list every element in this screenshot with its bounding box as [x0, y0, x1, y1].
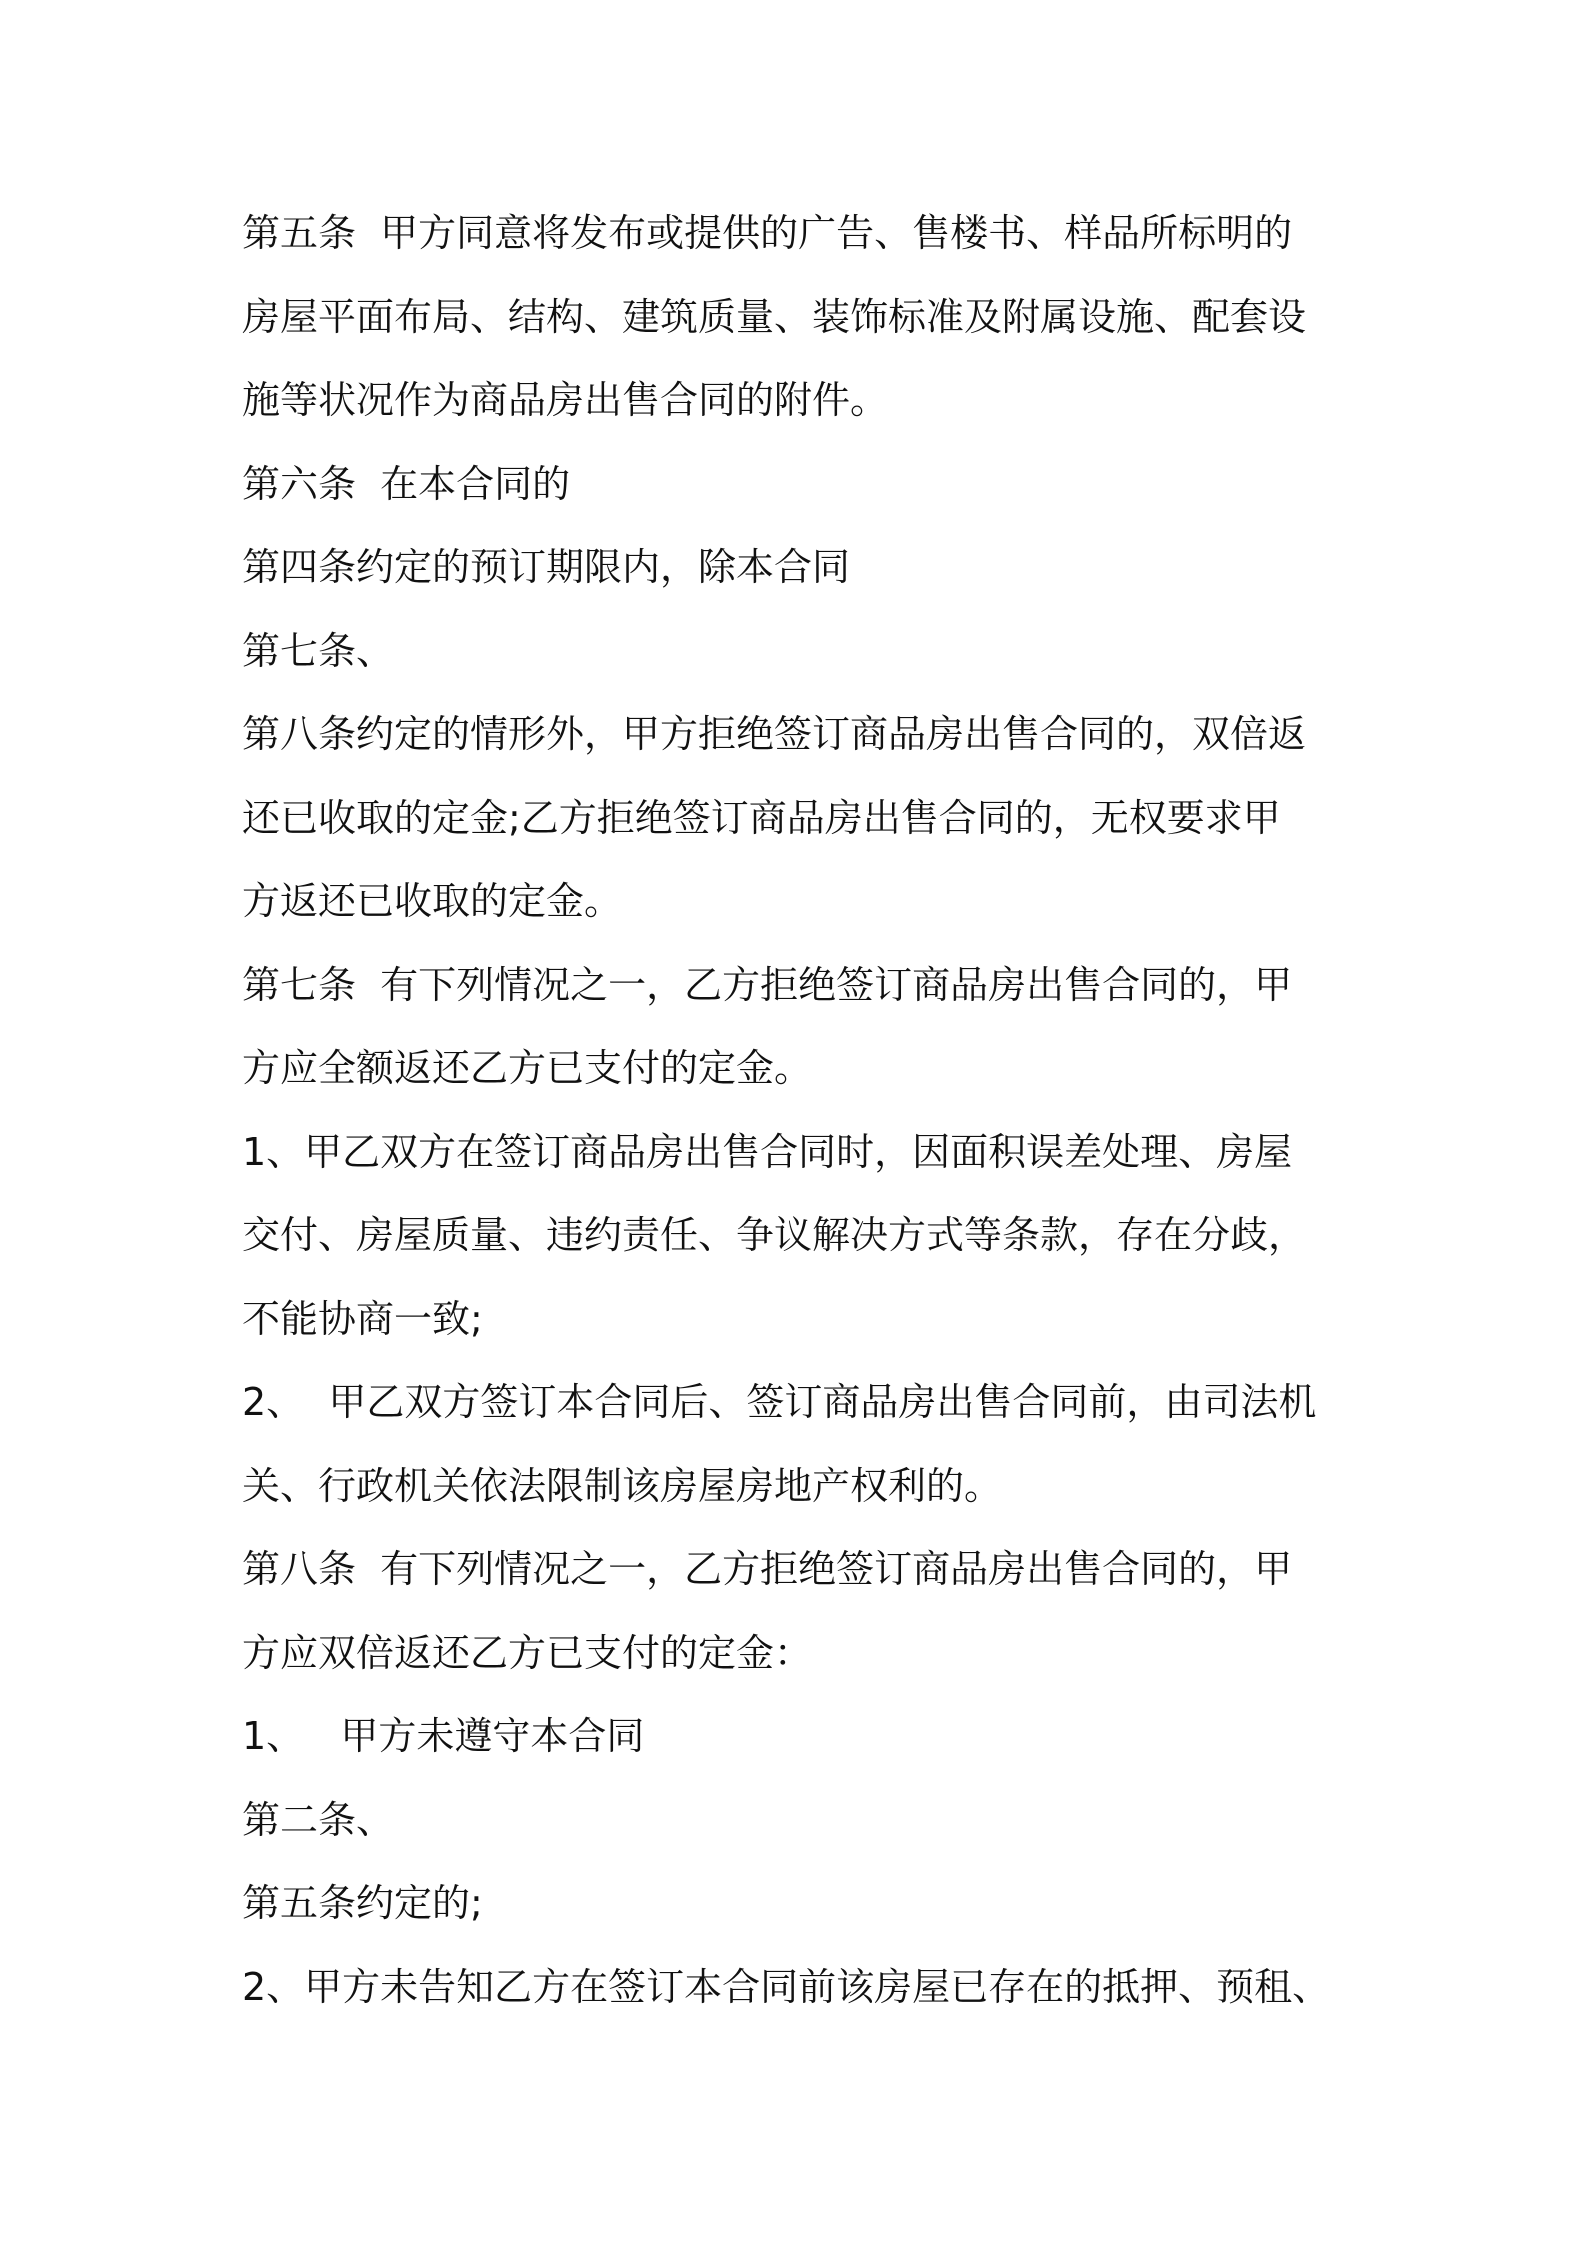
- text-line: 方应双倍返还乙方已支付的定金：: [242, 1630, 813, 1675]
- text-line: 还已收取的定金;乙方拒绝签订商品房出售合同的，无权要求甲: [242, 795, 1281, 840]
- text-line: 第六条 在本合同的: [242, 461, 571, 506]
- text-line: 2、甲方未告知乙方在签订本合同前该房屋已存在的抵押、预租、: [242, 1964, 1331, 2009]
- document-body: [242, 192, 1362, 2029]
- text-line: 关、行政机关依法限制该房屋房地产权利的。: [242, 1463, 1003, 1508]
- text-line: 不能协商一致;: [242, 1296, 483, 1341]
- text-line: 方返还已收取的定金。: [242, 879, 623, 923]
- text-line: 1、甲乙双方在签订商品房出售合同时，因面积误差处理、房屋: [242, 1129, 1293, 1174]
- text-line: 1、 甲方未遵守本合同: [242, 1714, 645, 1758]
- text-line: 交付、房屋质量、违约责任、争议解决方式等条款，存在分歧，: [242, 1213, 1307, 1257]
- text-line: 第八条 有下列情况之一，乙方拒绝签订商品房出售合同的，甲: [242, 1547, 1293, 1591]
- text-line: 第五条 甲方同意将发布或提供的广告、售楼书、样品所标明的: [242, 211, 1293, 255]
- text-line: 第二条、: [242, 1797, 395, 1842]
- text-line: 第八条约定的情形外，甲方拒绝签订商品房出售合同的，双倍返: [242, 712, 1307, 756]
- text-line: 第七条、: [242, 628, 395, 673]
- text-line: 施等状况作为商品房出售合同的附件。: [242, 378, 889, 422]
- text-line: 方应全额返还乙方已支付的定金。: [242, 1046, 813, 1090]
- text-line: 第七条 有下列情况之一，乙方拒绝签订商品房出售合同的，甲: [242, 962, 1293, 1007]
- text-line: 房屋平面布局、结构、建筑质量、装饰标准及附属设施、配套设: [242, 294, 1307, 339]
- text-line: 第五条约定的;: [242, 1881, 483, 1925]
- text-line: 第四条约定的预订期限内，除本合同: [242, 545, 851, 589]
- text-line: 2、 甲乙双方签订本合同后、签订商品房出售合同前，由司法机: [242, 1380, 1317, 1424]
